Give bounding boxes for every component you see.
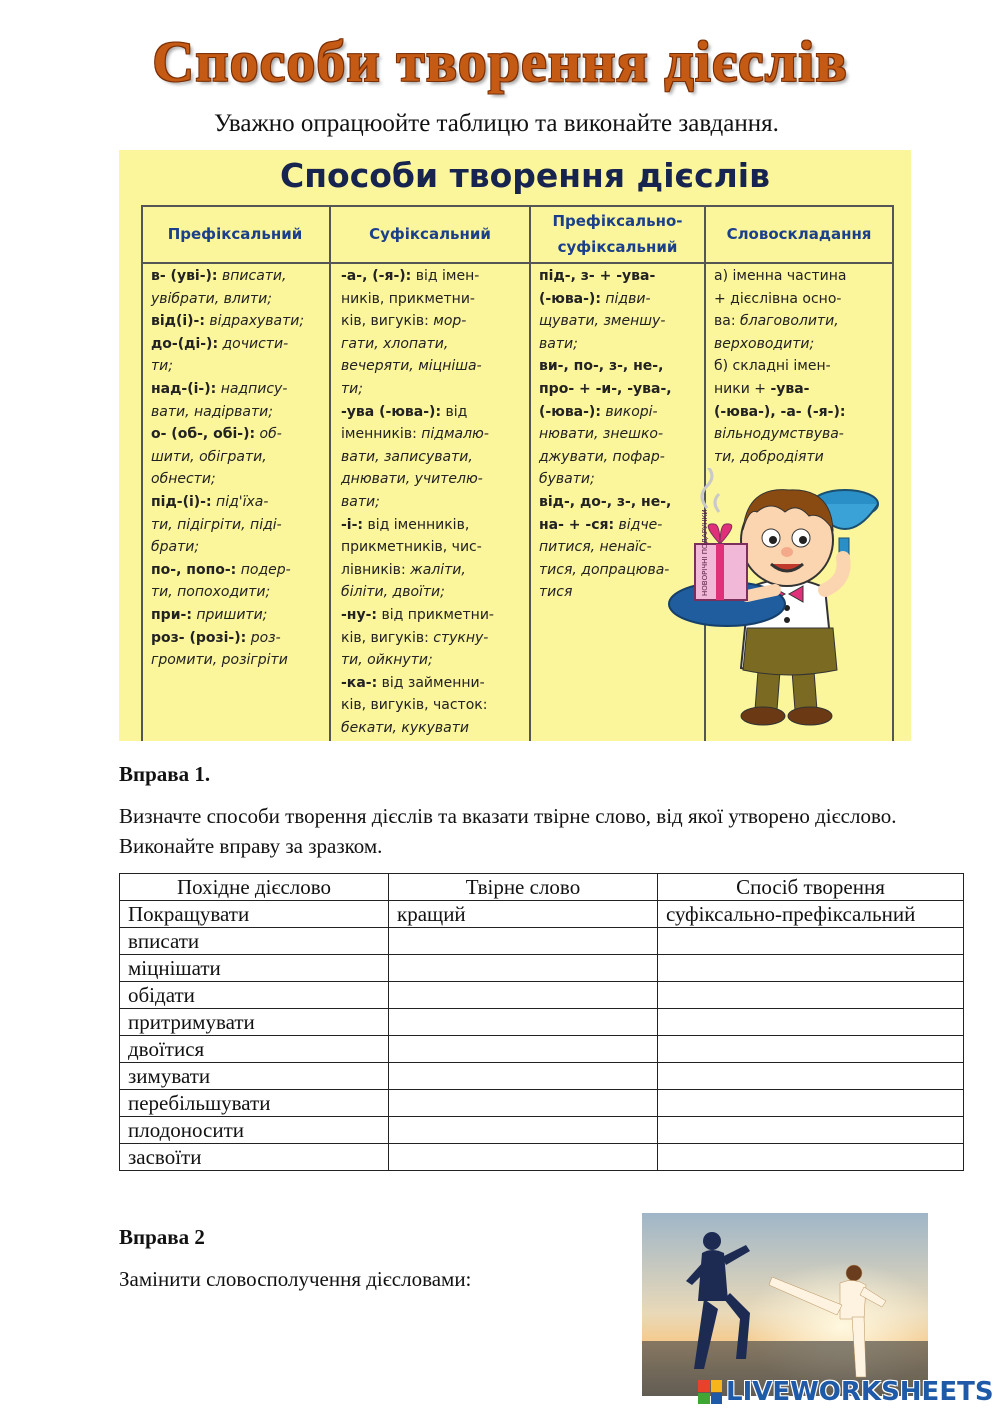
example-text: викорі- <box>600 403 658 420</box>
base-word-cell[interactable] <box>389 1117 658 1144</box>
example-text: бувати; <box>539 471 595 488</box>
poster-line <box>151 491 329 514</box>
gift-label: НОВОРІЧНІ ПОДАРУНКИ <box>701 509 709 596</box>
poster-line <box>714 310 892 333</box>
example-text: громити, розігріти <box>151 652 288 669</box>
example-text: ти, ойкнути; <box>341 652 433 669</box>
header-prefixal: Префіксальний <box>167 225 303 243</box>
example-text: ники + <box>714 380 771 397</box>
example-text: дочисти- <box>218 335 289 352</box>
poster-line <box>151 468 329 491</box>
example-text: об- <box>255 426 282 443</box>
derived-verb-cell: двоїтися <box>120 1036 389 1063</box>
affix-text: під-, з- + -ува- <box>539 268 656 284</box>
watermark-text: LIVEWORKSHEETS <box>726 1377 994 1407</box>
example-text: верховодити; <box>714 335 815 352</box>
poster-line <box>341 355 529 378</box>
base-word-cell[interactable] <box>389 1063 658 1090</box>
derived-verb-cell: плодоносити <box>120 1117 389 1144</box>
poster-line <box>151 581 329 604</box>
poster-line <box>341 581 529 604</box>
affix-text: (-юва-): <box>539 290 601 307</box>
poster-line <box>341 446 529 469</box>
example-text: під'їха- <box>211 493 269 510</box>
formation-method-cell[interactable] <box>658 1117 964 1144</box>
table-row <box>120 1036 964 1063</box>
poster-line <box>341 310 529 333</box>
table-row <box>120 1144 964 1171</box>
example-text: відрахувати; <box>204 313 305 330</box>
poster-line <box>151 536 329 559</box>
poster-line <box>151 310 329 333</box>
poster-line <box>341 333 529 356</box>
example-text: днювати, учителю- <box>341 471 483 488</box>
poster-line <box>539 355 704 378</box>
example-text: від <box>441 403 468 420</box>
example-text: підви- <box>600 290 651 307</box>
example-text: вати, надірвати; <box>151 403 273 420</box>
table-row <box>120 928 964 955</box>
example-text: а) іменна частина <box>714 268 847 284</box>
affix-text: -і-: <box>341 516 364 533</box>
liveworksheets-watermark <box>698 1377 994 1407</box>
table-row <box>120 1009 964 1036</box>
karate-photo <box>642 1213 928 1396</box>
poster-line <box>714 446 892 469</box>
header-base-word: Твірне слово <box>389 874 658 901</box>
affix-text: ви-, по-, з-, не-, <box>539 358 664 375</box>
poster-line <box>151 627 329 650</box>
poster-line <box>714 288 892 311</box>
example-text: стукну- <box>433 629 489 646</box>
example-text: відче- <box>614 516 663 533</box>
example-text: вписати, <box>217 268 287 284</box>
poster-line <box>341 423 529 446</box>
poster-line <box>539 310 704 333</box>
example-text: вільнодумствува- <box>714 426 844 443</box>
poster-line <box>151 378 329 401</box>
poster-line <box>341 401 529 424</box>
example-text: щувати, зменшу- <box>539 313 666 330</box>
base-word-cell[interactable] <box>389 928 658 955</box>
derived-verb-cell: притримувати <box>120 1009 389 1036</box>
affix-text: над-(і-): <box>151 380 217 397</box>
example-text: прикметників, чис- <box>341 539 482 556</box>
affix-text: -ка-: <box>341 674 378 691</box>
base-word-cell[interactable] <box>389 1036 658 1063</box>
poster-line <box>714 378 892 401</box>
example-text: ників, прикметни- <box>341 290 475 307</box>
derived-verb-cell: зимувати <box>120 1063 389 1090</box>
poster-line <box>151 559 329 582</box>
poster-line <box>341 514 529 537</box>
example-text: підмалю- <box>421 426 489 443</box>
example-text: ків, вигуків: <box>341 313 434 330</box>
poster-line <box>341 694 529 717</box>
derived-verb-cell: Покращувати <box>120 901 389 928</box>
affix-text: -ува (-юва-): <box>341 403 442 420</box>
poster-line <box>151 288 329 311</box>
exercise2-title: Вправа 2 <box>119 1225 205 1249</box>
example-text: жаліти, <box>410 561 466 578</box>
example-text: від імен- <box>411 268 480 284</box>
exercise1-text: Визначте способи творення дієслів та вказати твірне слово, від якої утворено дієслово. Виконайте вправу за зразком. <box>119 804 897 858</box>
poster-line <box>714 355 892 378</box>
derived-verb-cell: міцнішати <box>120 955 389 982</box>
exercise2-text: Замінити словосполучення дієсловами: <box>119 1267 472 1291</box>
poster-line <box>714 265 892 288</box>
example-text: тися, допрацюва- <box>539 561 670 578</box>
affix-text: при-: <box>151 606 192 623</box>
formation-method-cell[interactable] <box>658 1144 964 1171</box>
example-text: питися, ненаїс- <box>539 539 652 556</box>
column-compounding <box>714 265 892 468</box>
example-text: ків, вигуків, часток: <box>341 697 488 714</box>
header-derived-verb: Похідне дієслово <box>120 874 389 901</box>
poster-line <box>539 446 704 469</box>
poster-line <box>539 378 704 401</box>
base-word-cell[interactable] <box>389 1144 658 1171</box>
example-text: біліти, двоїти; <box>341 584 445 601</box>
formation-method-cell[interactable] <box>658 1090 964 1117</box>
poster-line <box>151 333 329 356</box>
header-formation-method: Спосіб творення <box>658 874 964 901</box>
poster-line <box>539 401 704 424</box>
exercise1-table <box>119 873 964 1171</box>
affix-text: -а-, (-я-): <box>341 268 412 284</box>
example-text: вати; <box>539 335 578 352</box>
example-text: вати, записувати, <box>341 448 473 465</box>
affix-text: -ува- <box>770 380 810 397</box>
affix-text: в- (уві-): <box>151 268 218 284</box>
example-text: нювати, знешко- <box>539 426 664 443</box>
exercise1-title: Вправа 1. <box>119 762 211 786</box>
example-text: мор- <box>433 313 467 330</box>
poster-line <box>151 401 329 424</box>
example-text: гати, хлопати, <box>341 335 449 352</box>
poster-line <box>341 378 529 401</box>
example-text: ва: <box>714 313 740 330</box>
base-word-cell[interactable] <box>389 1090 658 1117</box>
poster-line <box>341 649 529 672</box>
example-text: шити, обіграти, <box>151 448 267 465</box>
poster-line <box>714 401 892 424</box>
example-text: + дієслівна осно- <box>714 290 842 307</box>
formation-method-cell[interactable] <box>658 955 964 982</box>
formation-method-cell[interactable] <box>658 982 964 1009</box>
affix-text: о- (об-, обі-): <box>151 426 256 443</box>
poster-line <box>539 333 704 356</box>
base-word-cell: кращий <box>389 901 658 928</box>
poster-line <box>341 604 529 627</box>
example-text: ків, вигуків: <box>341 629 434 646</box>
example-text: ти, попоходити; <box>151 584 271 601</box>
poster-line <box>341 717 529 740</box>
poster-line <box>341 559 529 582</box>
formation-method-cell[interactable] <box>658 1063 964 1090</box>
example-text: лівників: <box>341 561 411 578</box>
poster-line <box>341 288 529 311</box>
example-text: від займенни- <box>377 674 485 691</box>
poster-line <box>341 627 529 650</box>
waiter-boy-illustration <box>667 468 885 730</box>
affix-text: роз- (розі-): <box>151 629 247 646</box>
liveworksheets-logo-icon <box>698 1380 722 1404</box>
poster-line <box>151 265 329 288</box>
example-text: роз- <box>246 629 281 646</box>
example-text: брати; <box>151 539 200 556</box>
table-row <box>120 1063 964 1090</box>
poster-line <box>151 514 329 537</box>
header-suffixal: Суфіксальний <box>369 225 491 243</box>
affix-text: під-(і)-: <box>151 493 212 510</box>
table-row <box>120 955 964 982</box>
example-text: вечеряти, міцніша- <box>341 358 482 375</box>
poster-title: Способи творення дієслів <box>280 156 770 195</box>
instruction-text: Уважно опрацюойте таблицю та виконайте завдання. <box>214 110 779 137</box>
column-prefixal <box>151 265 329 672</box>
word-formation-poster <box>119 150 911 741</box>
example-text: ти, підігріти, піді- <box>151 516 282 533</box>
derived-verb-cell: перебільшувати <box>120 1090 389 1117</box>
example-text: іменників: <box>341 426 422 443</box>
header-prefixal-suffixal: Префіксально-суфіксальний <box>552 212 683 256</box>
example-text: подер- <box>236 561 291 578</box>
example-text: увібрати, влити; <box>151 290 272 307</box>
poster-line <box>151 355 329 378</box>
column-suffixal <box>341 265 529 739</box>
affix-text: від(і)-: <box>151 313 205 330</box>
example-text: ти; <box>151 358 173 375</box>
affix-text: -ну-: <box>341 606 378 623</box>
table-row <box>120 901 964 928</box>
example-text: вати; <box>341 493 380 510</box>
poster-line <box>341 672 529 695</box>
poster-line <box>341 265 529 288</box>
derived-verb-cell: вписати <box>120 928 389 955</box>
poster-line <box>539 265 704 288</box>
example-text: джувати, пофар- <box>539 448 665 465</box>
affix-text: до-(ді-): <box>151 335 219 352</box>
affix-text: по-, попо-: <box>151 561 237 578</box>
base-word-cell[interactable] <box>389 1009 658 1036</box>
example-text: б) складні імен- <box>714 358 831 375</box>
example-text: пришити; <box>191 606 268 623</box>
affix-text: (-юва-): <box>539 403 601 420</box>
formation-method-cell[interactable] <box>658 928 964 955</box>
table-row <box>120 1090 964 1117</box>
poster-line <box>714 333 892 356</box>
poster-line <box>539 288 704 311</box>
formation-method-cell[interactable] <box>658 1009 964 1036</box>
formation-method-cell: суфіксально-префіксальний <box>658 901 964 928</box>
poster-line <box>151 446 329 469</box>
poster-line <box>714 423 892 446</box>
base-word-cell[interactable] <box>389 982 658 1009</box>
derived-verb-cell: засвоїти <box>120 1144 389 1171</box>
example-text: надпису- <box>216 380 288 397</box>
table-row <box>120 982 964 1009</box>
example-text: ти; <box>341 380 363 397</box>
poster-line <box>151 649 329 672</box>
example-text: благоволити, <box>740 313 839 330</box>
derived-verb-cell: обідати <box>120 982 389 1009</box>
example-text: обнести; <box>151 471 216 488</box>
affix-text: від-, до-, з-, не-, <box>539 493 672 510</box>
affix-text: (-юва-), -а- (-я-): <box>714 403 846 420</box>
affix-text: на- + -ся: <box>539 516 615 533</box>
base-word-cell[interactable] <box>389 955 658 982</box>
poster-line <box>341 536 529 559</box>
example-text: бекати, кукувати <box>341 719 470 736</box>
poster-line <box>341 468 529 491</box>
table-row <box>120 1117 964 1144</box>
poster-line <box>151 604 329 627</box>
formation-method-cell[interactable] <box>658 1036 964 1063</box>
affix-text: про- + -и-, -ува-, <box>539 380 672 397</box>
example-text: від іменників, <box>363 516 470 533</box>
page-title: Способи творення дієслів <box>152 29 848 94</box>
header-compounding: Словоскладання <box>726 225 872 243</box>
example-text: від прикметни- <box>377 606 494 623</box>
poster-line <box>539 423 704 446</box>
example-text: ти, добродіяти <box>714 448 824 465</box>
poster-line <box>341 491 529 514</box>
example-text: тися <box>539 584 573 601</box>
poster-line <box>151 423 329 446</box>
